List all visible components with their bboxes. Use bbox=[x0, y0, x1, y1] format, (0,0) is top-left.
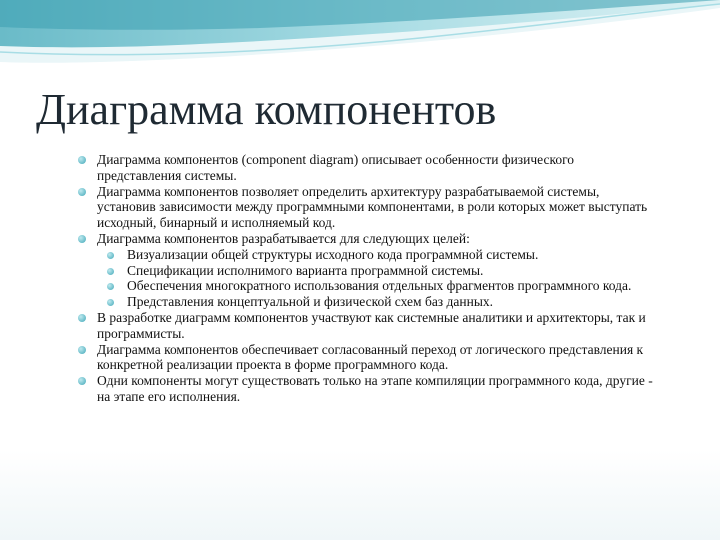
sub-bullet-item: Обеспечения многократного использования отдельных фрагментов программного кода. bbox=[127, 278, 657, 294]
bullet-item bbox=[97, 231, 657, 310]
sub-bullet-item: Спецификации исполнимого варианта программной системы. bbox=[127, 263, 657, 279]
bullet-item: Диаграмма компонентов обеспечивает согласованный переход от логического представления к конкретной реализации проекта в форме программного кода. bbox=[97, 342, 657, 374]
sub-bullet-item: Представления концептуальной и физической схем баз данных. bbox=[127, 294, 657, 310]
bullet-item: Диаграмма компонентов (component diagram) описывает особенности физического представления системы. bbox=[97, 152, 657, 184]
bullet-item: Одни компоненты могут существовать только на этапе компиляции программного кода, другие - на этапе его исполнения. bbox=[97, 373, 657, 405]
sub-bullet-item: Визуализации общей структуры исходного кода программной системы. bbox=[127, 247, 657, 263]
sub-bullet-list bbox=[97, 247, 657, 310]
bullet-list bbox=[97, 152, 657, 405]
bullet-item: Диаграмма компонентов позволяет определить архитектуру разрабатываемой системы, установив зависимости между программными компонентами, в роли которых может выступать исходный, бинарный и исполняемый код. bbox=[97, 184, 657, 231]
bullet-text: Диаграмма компонентов разрабатывается для следующих целей: bbox=[97, 230, 470, 246]
slide-title: Диаграмма компонентов bbox=[36, 85, 497, 134]
bullet-item: В разработке диаграмм компонентов участвуют как системные аналитики и архитекторы, так и программисты. bbox=[97, 310, 657, 342]
bottom-fade bbox=[0, 450, 720, 540]
